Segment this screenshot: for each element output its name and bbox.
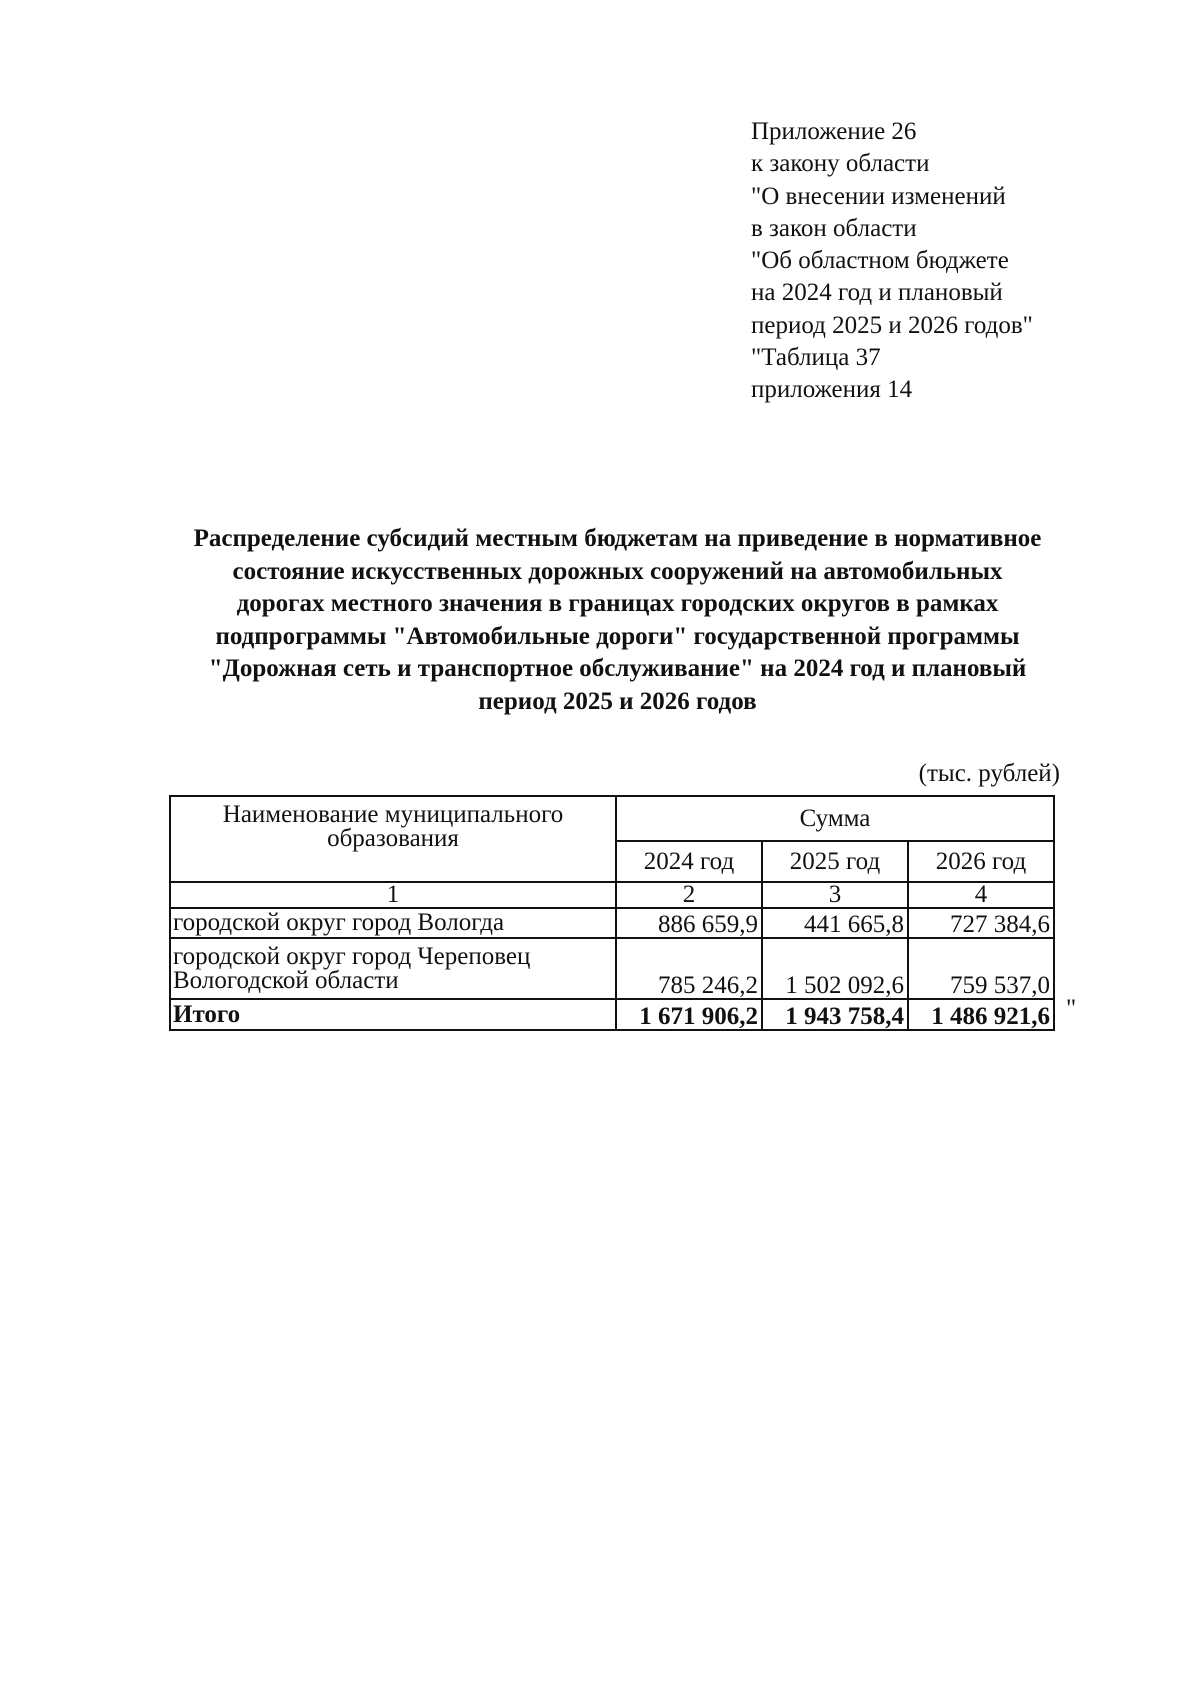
column-number-cell: 4 [908,882,1054,908]
total-amount-cell: 1 671 906,2 [616,999,762,1030]
municipality-name-cell [170,938,616,999]
header-year-cell: 2025 год [762,841,908,882]
amount-cell: 727 384,6 [908,908,1054,938]
municipality-name-line: городской округ город Череповец [173,942,531,970]
title-line: Распределение субсидий местным бюджетам на приведение в нормативное [193,525,1042,552]
title-line: "Дорожная сеть и транспортное обслуживание" на 2024 год и плановый [208,655,1027,682]
appendix-line: к закону области [751,150,930,178]
subsidy-table [169,795,1055,1031]
appendix-line: на 2024 год и плановый [751,279,1003,307]
title-line: период 2025 и 2026 годов [478,687,757,715]
header-name-cell: Наименование муниципального образования [170,796,616,882]
appendix-line: период 2025 и 2026 годов" [751,311,1033,339]
header-sum-cell: Сумма [616,796,1054,841]
amount-cell: 1 502 092,6 [762,938,908,999]
title-line: дорогах местного значения в границах городских округов в рамках [236,590,999,617]
title-line: подпрограммы "Автомобильные дороги" государственной программы [215,622,1020,650]
title-line: состояние искусственных дорожных сооружений на автомобильных [232,557,1003,585]
total-label-cell: Итого [170,999,616,1030]
amount-cell: 886 659,9 [616,908,762,938]
amount-cell: 441 665,8 [762,908,908,938]
appendix-line: "О внесении изменений [751,182,1006,210]
total-amount-cell: 1 943 758,4 [762,999,908,1030]
appendix-line: "Об областном бюджете [751,247,1009,275]
municipality-name-cell [170,908,616,938]
table-header-row [170,796,1054,841]
header-year-cell: 2024 год [616,841,762,882]
table-row [170,908,1054,938]
appendix-line: "Таблица 37 [751,344,881,372]
table-row [170,938,1054,999]
appendix-line: приложения 14 [751,376,913,404]
municipality-name-line: Вологодской области [173,966,399,994]
appendix-line: в закон области [751,214,917,242]
unit-label: (тыс. рублей) [918,760,1060,787]
amount-cell: 759 537,0 [908,938,1054,999]
amount-cell: 785 246,2 [616,938,762,999]
total-amount-cell: 1 486 921,6 [908,999,1054,1030]
column-number-row [170,882,1054,908]
appendix-line: Приложение 26 [751,118,917,145]
column-number-cell: 1 [170,882,616,908]
document-title [160,523,1075,718]
column-number-cell: 3 [762,882,908,908]
appendix-reference [751,116,1033,407]
header-year-cell: 2026 год [908,841,1054,882]
municipality-name-line: городской округ город Вологда [173,909,505,936]
total-row [170,999,1054,1030]
closing-quote: " [1066,995,1077,1022]
column-number-cell: 2 [616,882,762,908]
